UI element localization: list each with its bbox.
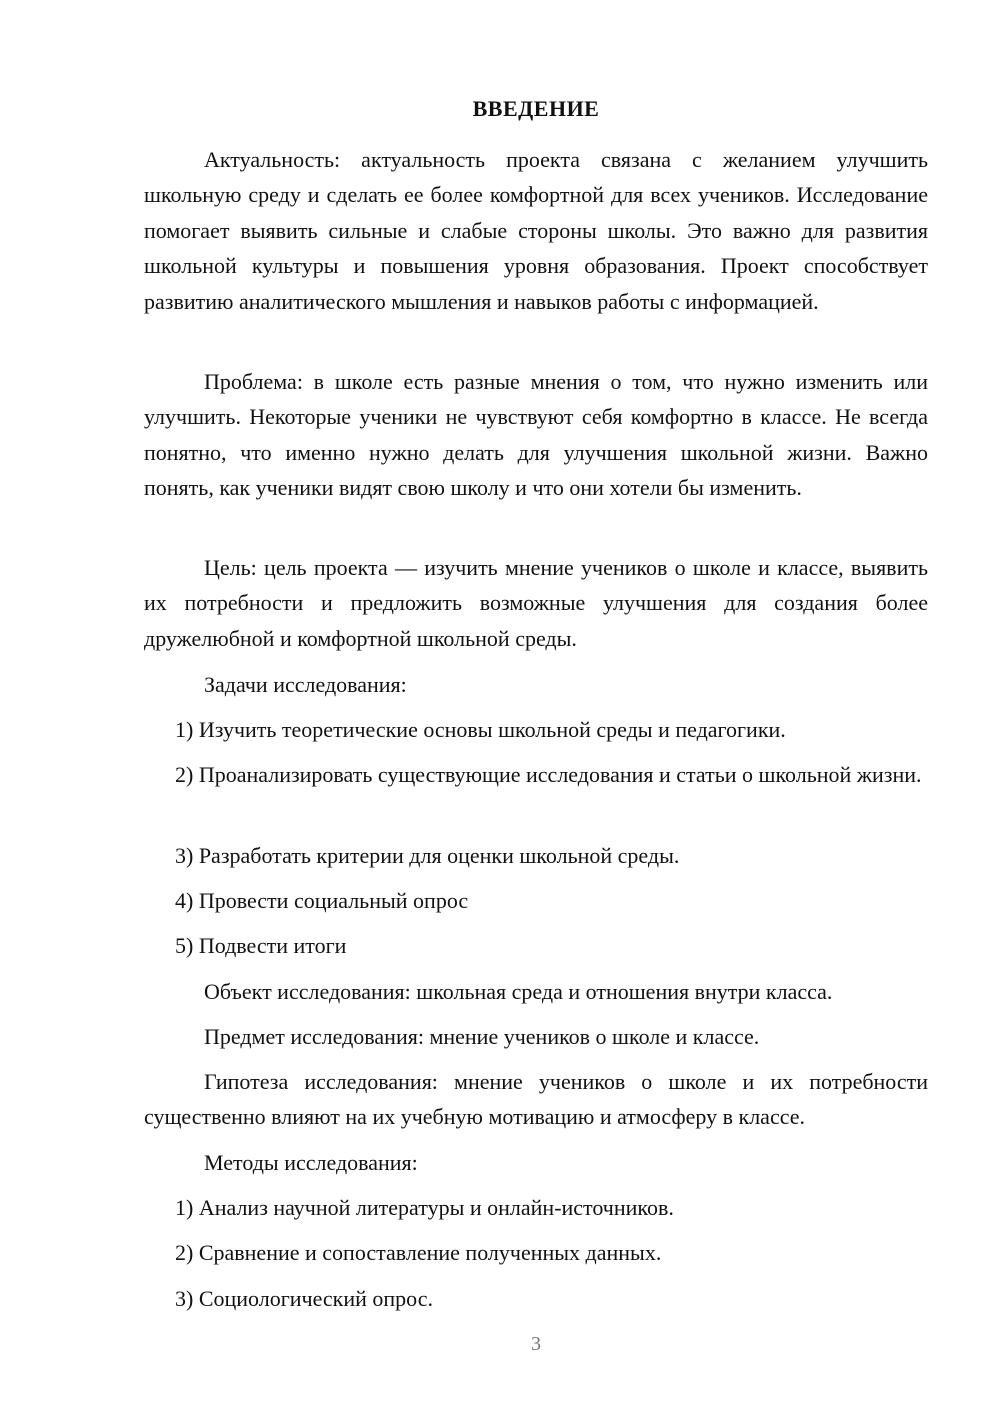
page-number: 3 [531,1333,541,1355]
goal-paragraph: Цель: цель проекта — изучить мнение учеников о школе и классе, выявить их потребности и предложить возможные улучшения для создания более дружелюбной и комфортной школьной среды. [144,555,928,651]
method-item: 2) Сравнение и сопоставление полученных данных. [175,1240,662,1265]
methods-heading: Методы исследования: [204,1150,418,1175]
task-item: 5) Подвести итоги [175,933,347,958]
tasks-heading: Задачи исследования: [204,672,407,697]
problem-paragraph: Проблема: в школе есть разные мнения о том, что нужно изменить или улучшить. Некоторые ученики не чувствуют себя комфортно в классе. Не всегда понятно, что именно нужно делать для улучшения школьной жизни. Важно понять, как ученики видят свою школу и что они хотели бы изменить. [144,369,928,501]
subject-line: Предмет исследования: мнение учеников о школе и классе. [204,1024,760,1049]
task-item: 4) Провести социальный опрос [175,888,469,913]
page-title: ВВЕДЕНИЕ [472,96,600,121]
method-item: 1) Анализ научной литературы и онлайн-источников. [175,1195,674,1220]
task-item: 3) Разработать критерии для оценки школьной среды. [175,843,680,868]
task-item: 1) Изучить теоретические основы школьной среды и педагогики. [175,717,786,742]
method-item: 3) Социологический опрос. [175,1286,433,1311]
object-line: Объект исследования: школьная среда и отношения внутри класса. [204,979,833,1004]
task-item: 2) Проанализировать существующие исследования и статьи о школьной жизни. [175,762,922,787]
relevance-paragraph: Актуальность: актуальность проекта связана с желанием улучшить школьную среду и сделать ее более комфортной для всех учеников. Исследование помогает выявить сильные и слабые стороны школы. Это важно для развития школьной культуры и повышения уровня образования. Проект способствует развитию аналитического мышления и навыков работы с информацией. [144,147,928,314]
hypothesis-paragraph: Гипотеза исследования: мнение учеников о школе и их потребности существенно влияют на их учебную мотивацию и атмосферу в классе. [144,1069,928,1130]
